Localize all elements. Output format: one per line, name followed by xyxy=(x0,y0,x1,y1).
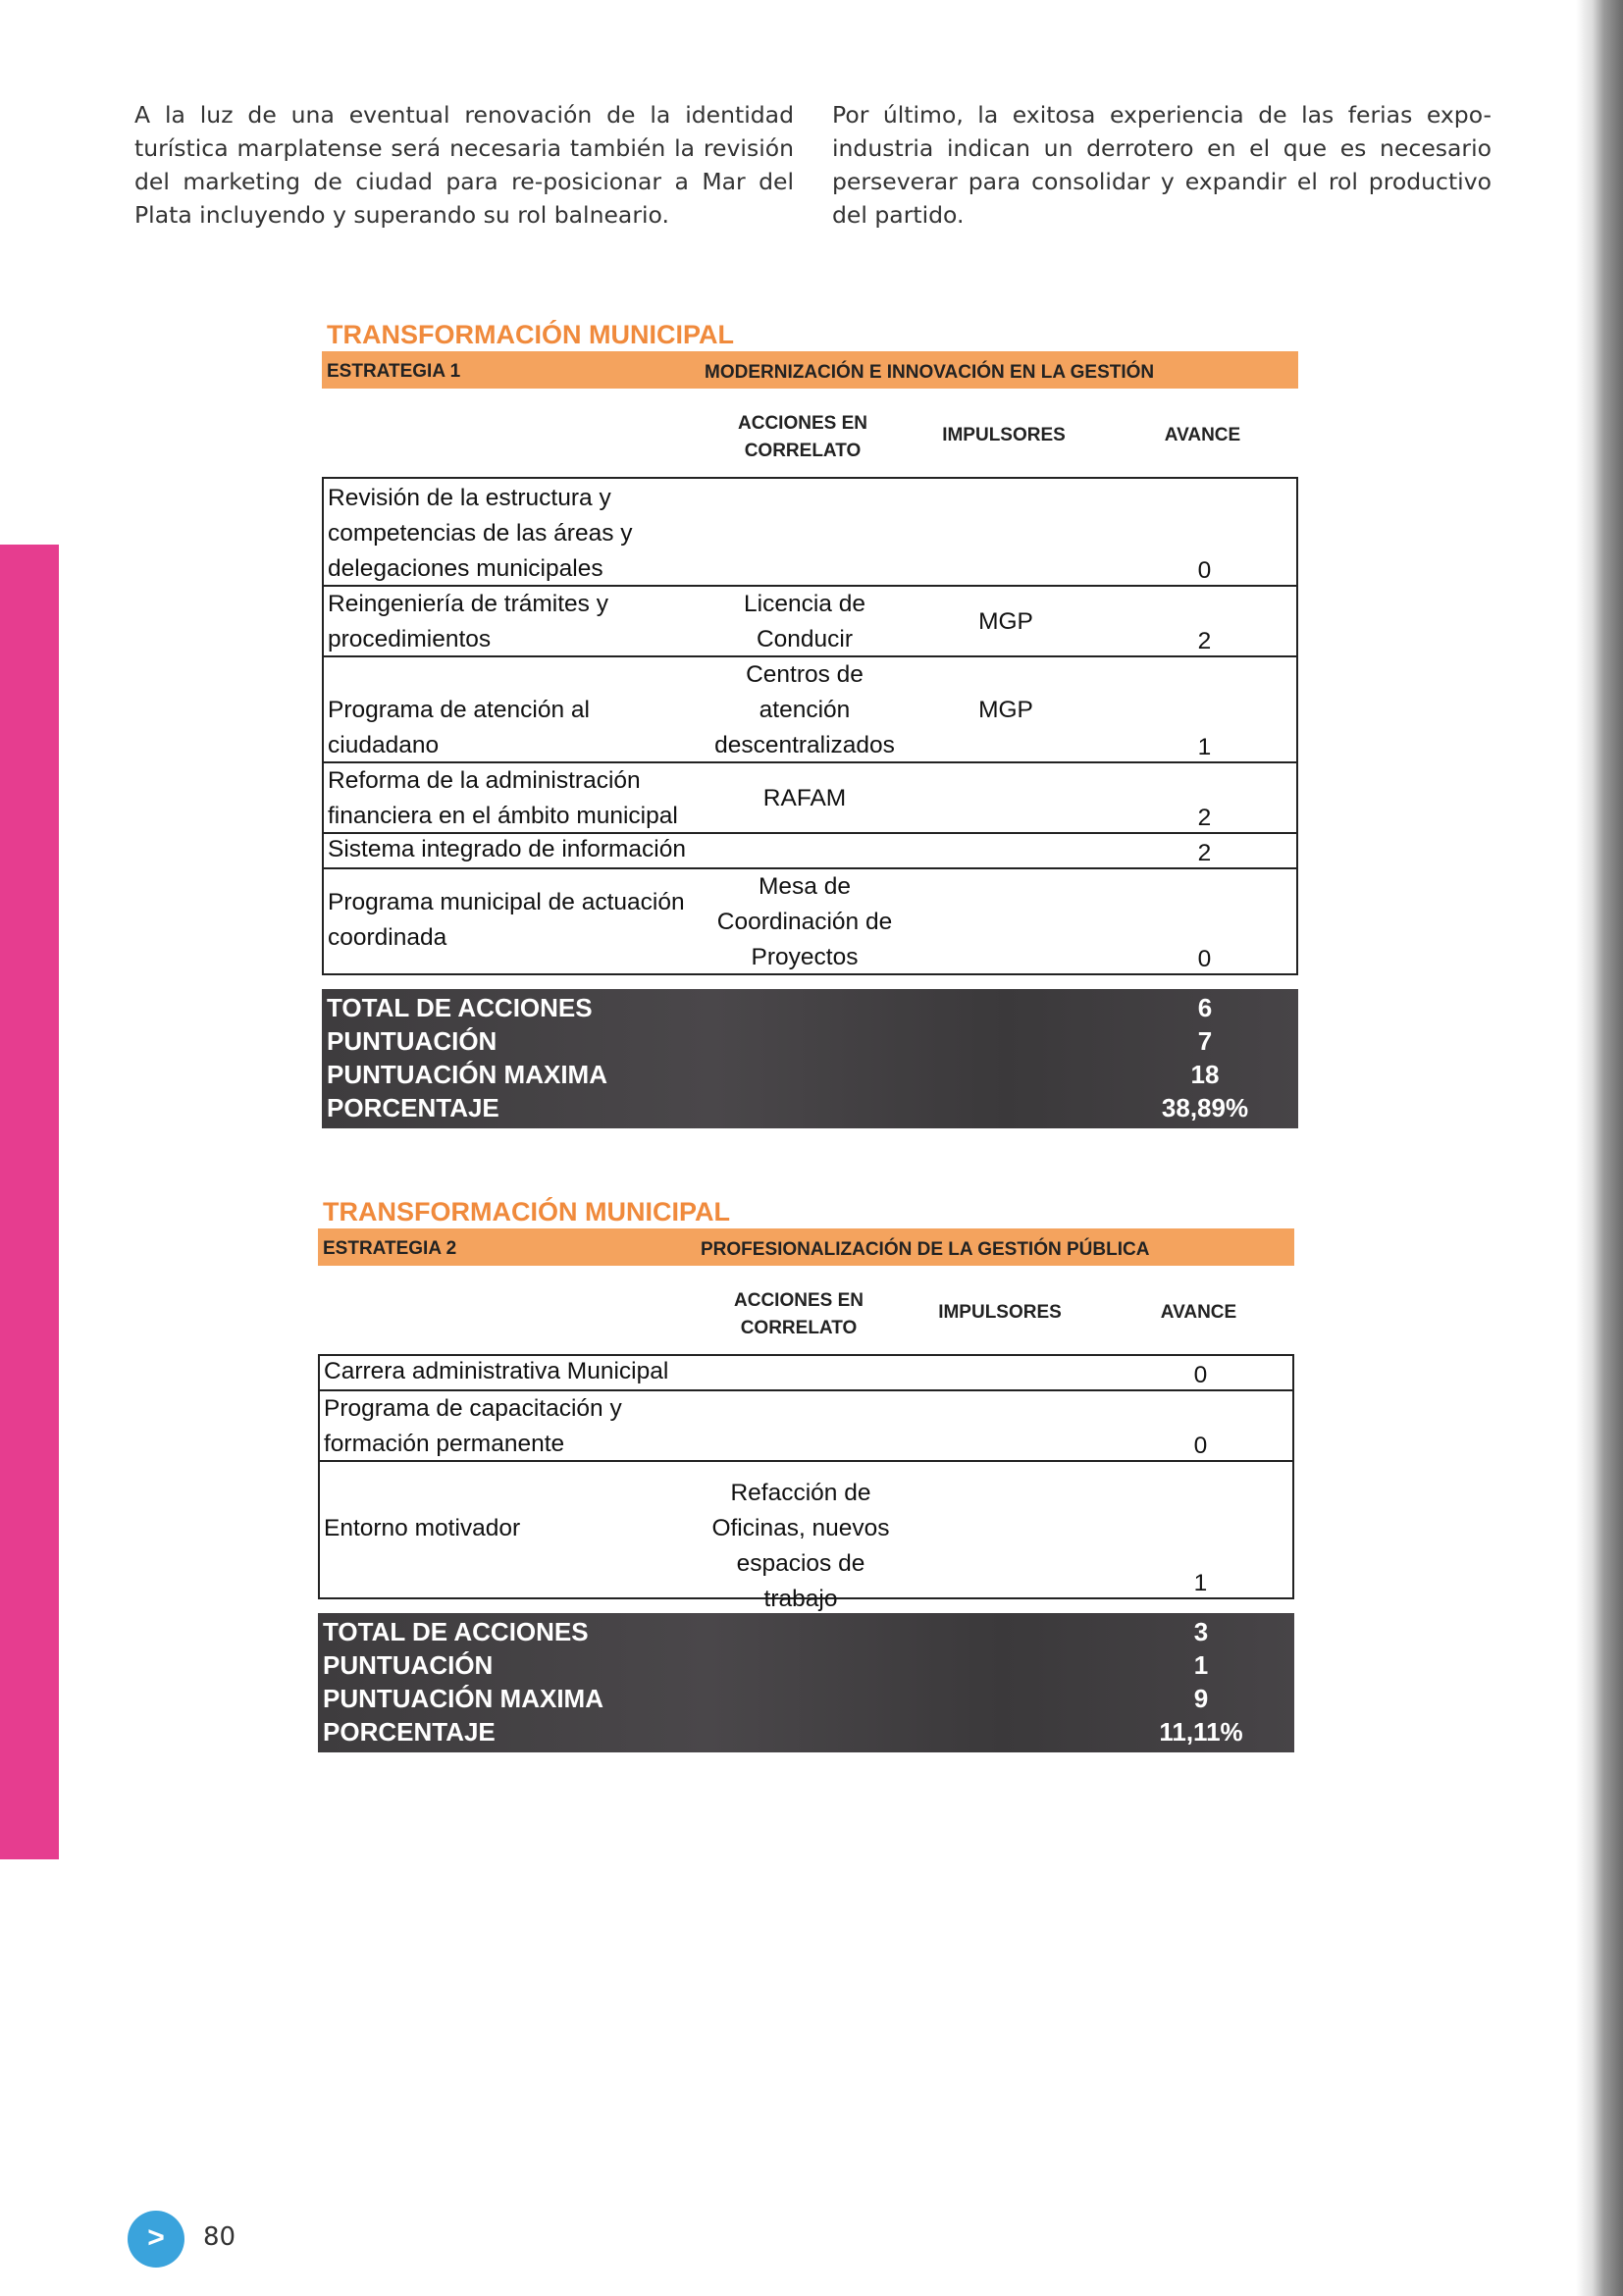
strategy-header-bar xyxy=(322,351,1298,389)
total-acciones-value: 6 xyxy=(1197,993,1213,1022)
intro-paragraph-right: Por último, la exitosa experiencia de las ferias expo-industria indican un derrotero en el que es necesario perseverar para consolidar y expandir el rol productivo del partido. xyxy=(832,101,1492,229)
actions-table xyxy=(322,477,1298,975)
row-name: Sistema integrado de información xyxy=(328,836,686,862)
totals-box xyxy=(318,1613,1294,1752)
row-name: Revisión de la estructura y competencias de las áreas y delegaciones municipales xyxy=(328,485,633,582)
row-impulsores: MGP xyxy=(978,608,1033,635)
row-impulsores: MGP xyxy=(978,697,1033,723)
table-row xyxy=(324,834,1296,869)
page-edge-shadow xyxy=(1576,0,1623,2296)
row-name: Reforma de la administración financiera en el ámbito municipal xyxy=(328,767,678,829)
row-name: Programa de atención al ciudadano xyxy=(328,697,590,758)
row-avance: 2 xyxy=(1197,840,1212,866)
header-impulsores: IMPULSORES xyxy=(938,1302,1062,1323)
header-acciones: ACCIONES EN CORRELATO xyxy=(734,1290,864,1338)
column-headers xyxy=(322,389,1298,477)
strategy-1-section xyxy=(322,319,1298,1128)
porcentaje-value: 11,11% xyxy=(1159,1717,1243,1747)
table-row xyxy=(324,763,1296,834)
puntuacion-maxima-value: 9 xyxy=(1193,1684,1209,1713)
puntuacion-label: PUNTUACIÓN xyxy=(327,1026,497,1056)
puntuacion-maxima-value: 18 xyxy=(1190,1060,1220,1089)
row-name: Entorno motivador xyxy=(324,1515,521,1541)
row-avance: 2 xyxy=(1197,628,1212,654)
row-avance: 0 xyxy=(1197,946,1212,972)
row-avance: 0 xyxy=(1193,1362,1208,1388)
table-row xyxy=(320,1356,1292,1391)
row-avance: 2 xyxy=(1197,805,1212,831)
header-avance: AVANCE xyxy=(1164,425,1241,445)
header-acciones: ACCIONES EN CORRELATO xyxy=(738,413,867,461)
side-color-bar xyxy=(0,545,59,1859)
strategy-header-bar xyxy=(318,1228,1294,1266)
actions-table xyxy=(318,1354,1294,1612)
page-number: 80 xyxy=(203,2222,236,2252)
porcentaje-label: PORCENTAJE xyxy=(327,1093,499,1122)
table-row xyxy=(324,869,1296,973)
strategy-label: ESTRATEGIA 1 xyxy=(327,361,461,382)
row-name: Programa de capacitación y formación permanente xyxy=(324,1395,622,1457)
row-avance: 0 xyxy=(1197,557,1212,584)
total-acciones-label: TOTAL DE ACCIONES xyxy=(327,993,593,1022)
row-acciones: Mesa de Coordinación de Proyectos xyxy=(716,873,893,970)
section-title: TRANSFORMACIÓN MUNICIPAL xyxy=(323,1197,730,1226)
table-row xyxy=(324,587,1296,657)
total-acciones-value: 3 xyxy=(1193,1617,1209,1646)
strategy-2-section xyxy=(318,1196,1294,1752)
chevron-right-icon: > xyxy=(128,2211,184,2268)
table-row xyxy=(324,657,1296,763)
header-impulsores: IMPULSORES xyxy=(942,425,1066,445)
table-row xyxy=(324,479,1296,587)
table-row xyxy=(320,1462,1292,1612)
header-avance: AVANCE xyxy=(1160,1302,1237,1323)
puntuacion-value: 1 xyxy=(1193,1650,1209,1680)
row-avance: 0 xyxy=(1193,1433,1208,1459)
puntuacion-value: 7 xyxy=(1197,1026,1213,1056)
intro-paragraph-left: A la luz de una eventual renovación de la identidad turística marplatense será necesaria también la revisión del marketing de ciudad para re-posicionar a Mar del Plata incluyendo y superando su rol balneario. xyxy=(134,101,794,229)
puntuacion-maxima-label: PUNTUACIÓN MAXIMA xyxy=(323,1684,603,1713)
row-name: Carrera administrativa Municipal xyxy=(324,1358,669,1384)
strategy-name: PROFESIONALIZACIÓN DE LA GESTIÓN PÚBLICA xyxy=(701,1239,1150,1260)
row-name: Reingeniería de trámites y procedimientos xyxy=(328,591,608,652)
row-acciones: Licencia de Conducir xyxy=(744,591,865,652)
row-acciones: RAFAM xyxy=(762,785,847,811)
porcentaje-label: PORCENTAJE xyxy=(323,1717,496,1747)
section-title: TRANSFORMACIÓN MUNICIPAL xyxy=(327,320,734,349)
porcentaje-value: 38,89% xyxy=(1161,1093,1249,1122)
strategy-name: MODERNIZACIÓN E INNOVACIÓN EN LA GESTIÓN xyxy=(705,362,1155,383)
total-acciones-label: TOTAL DE ACCIONES xyxy=(323,1617,589,1646)
puntuacion-maxima-label: PUNTUACIÓN MAXIMA xyxy=(327,1060,607,1089)
table-row xyxy=(320,1391,1292,1462)
row-name: Programa municipal de actuación coordinada xyxy=(328,889,685,951)
row-acciones: Centros de atención descentralizados xyxy=(714,661,895,758)
row-avance: 1 xyxy=(1193,1570,1208,1596)
row-avance: 1 xyxy=(1197,734,1212,760)
column-headers xyxy=(318,1266,1294,1354)
row-acciones: Refacción de Oficinas, nuevos espacios de trabajo xyxy=(711,1480,890,1612)
totals-box xyxy=(322,989,1298,1128)
puntuacion-label: PUNTUACIÓN xyxy=(323,1650,494,1680)
strategy-label: ESTRATEGIA 2 xyxy=(323,1238,457,1259)
